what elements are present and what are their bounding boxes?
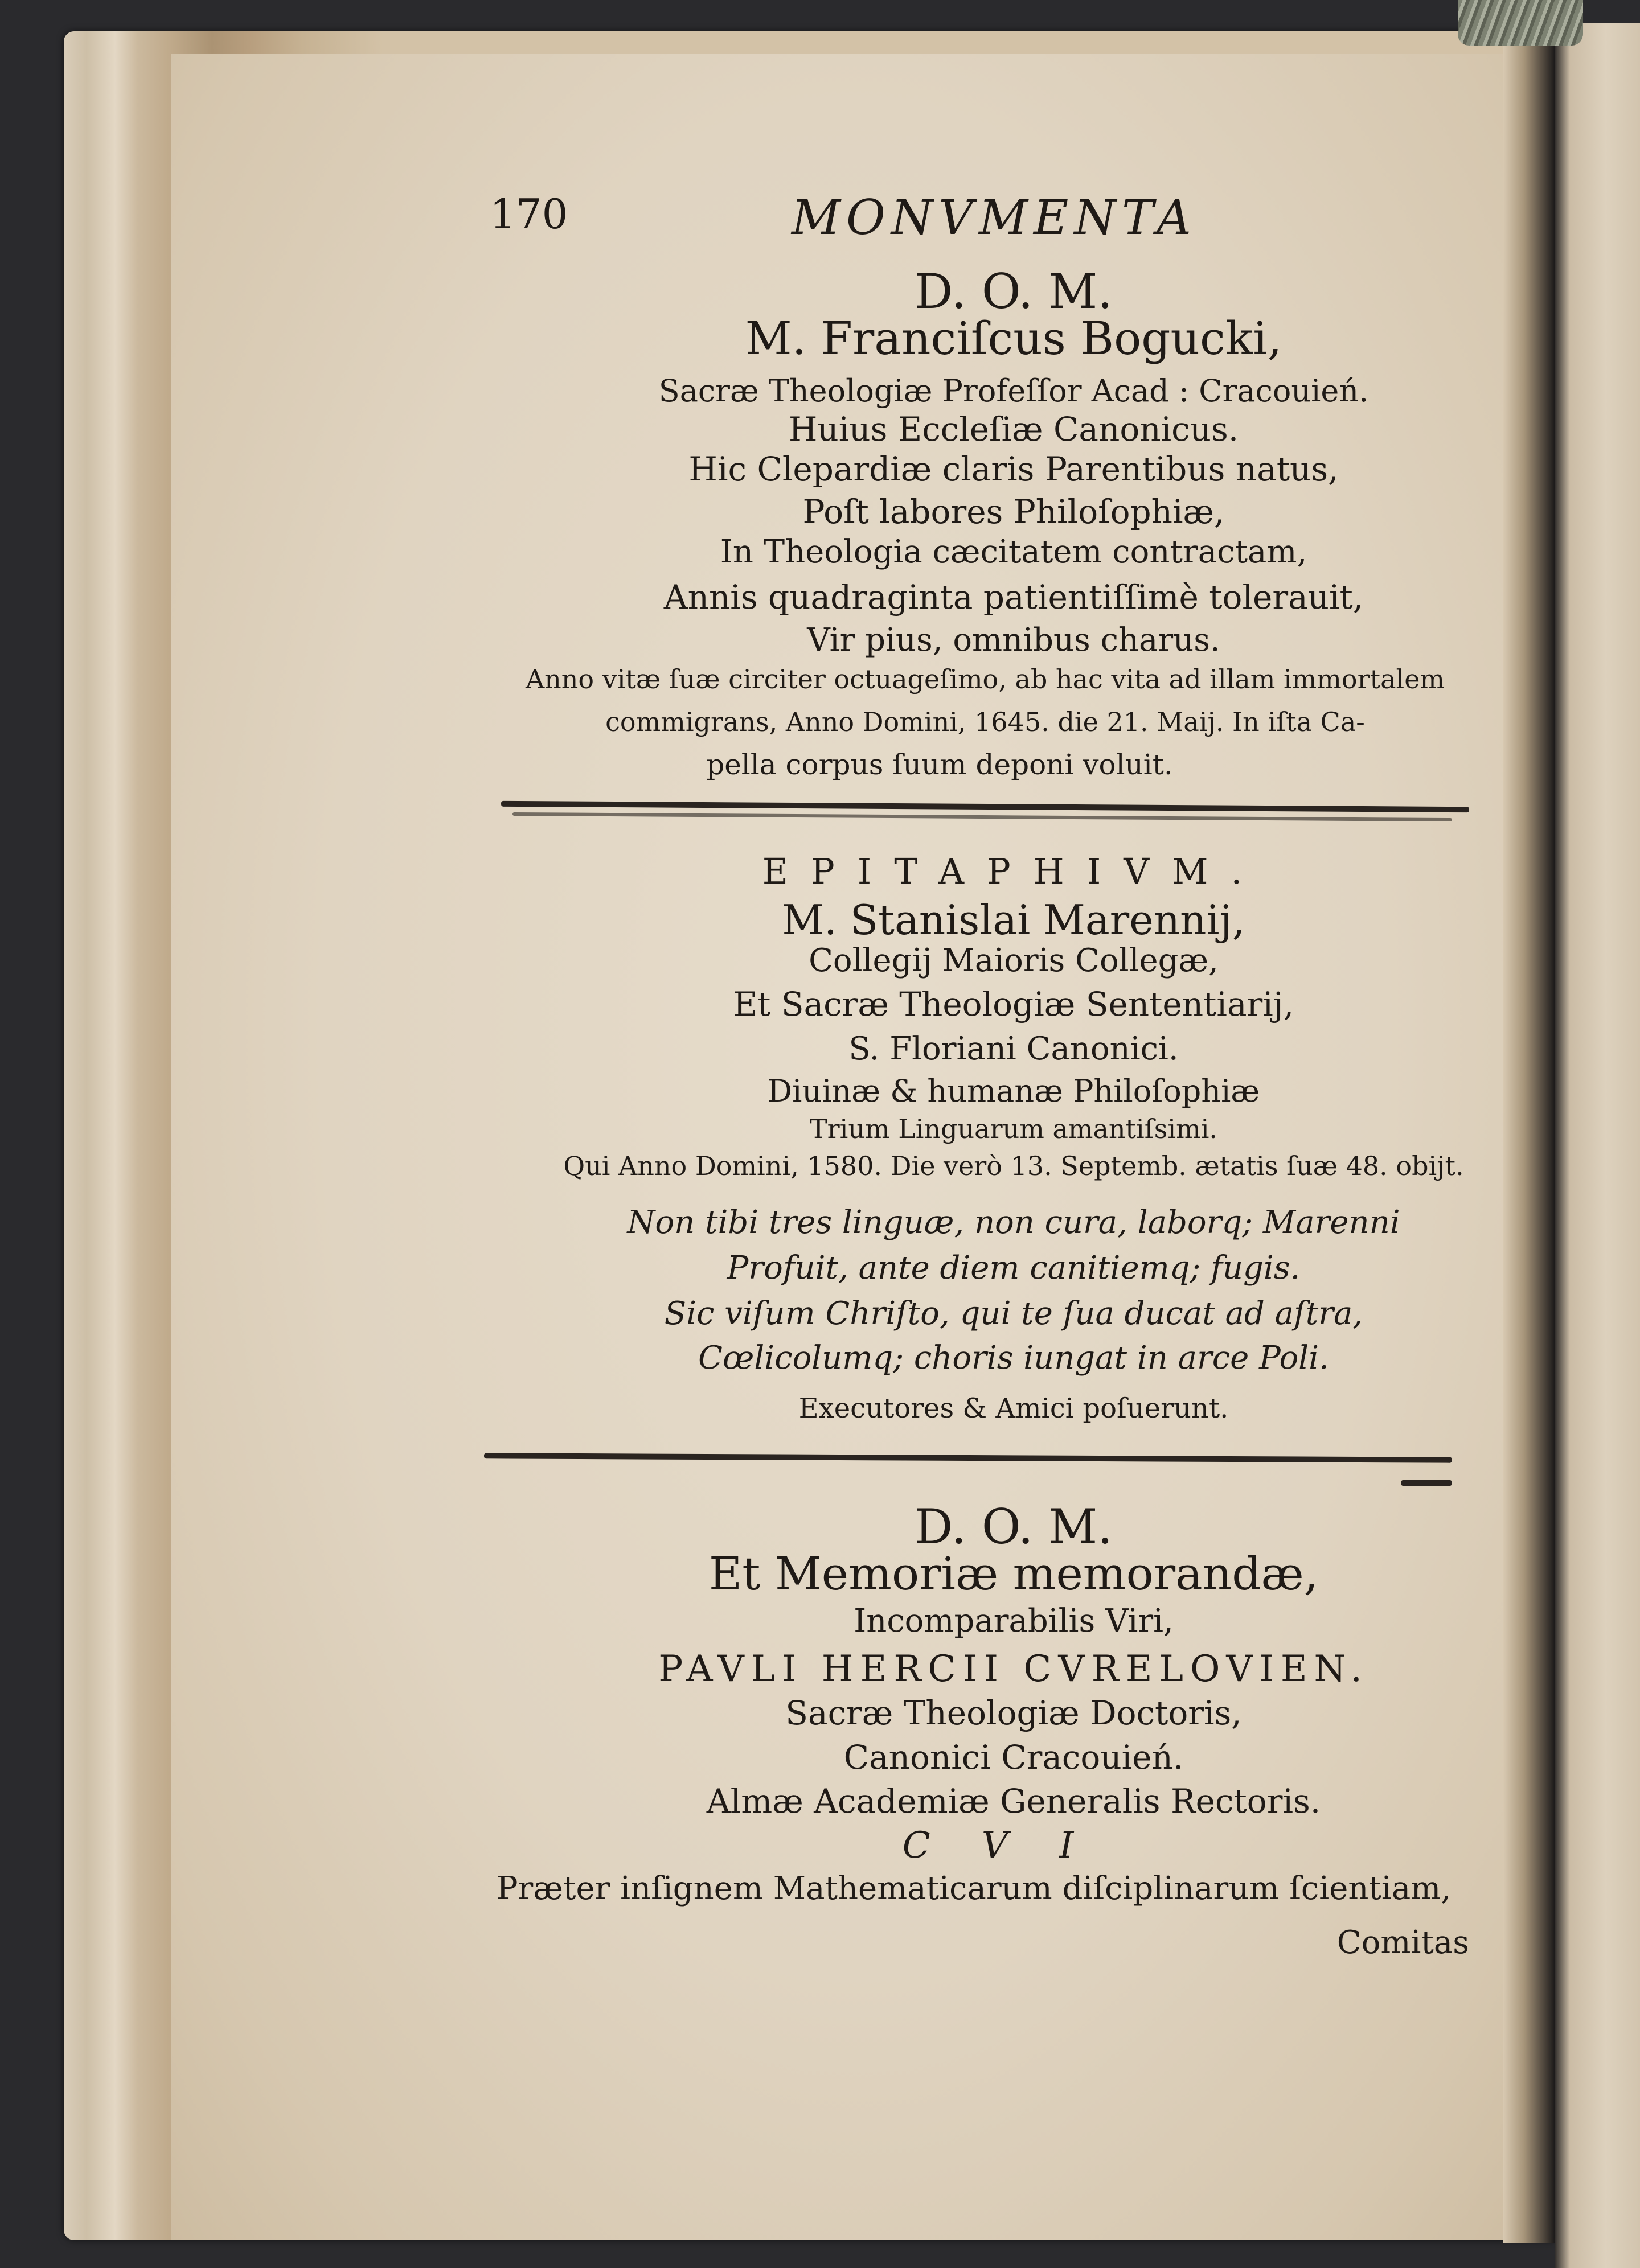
epitaph1-line: commigrans, Anno Domini, 1645. die 21. Maij. In iſta Ca- (605, 706, 1365, 737)
epitaph2-line: Collegij Maioris Collegæ, (809, 942, 1219, 979)
epitaph1-line: pella corpus ſuum deponi voluit. (706, 748, 1173, 781)
epitaph2-name: M. Stanislai Marennij, (782, 896, 1245, 944)
epitaph3-heading: Et Memoriæ memorandæ, (708, 1547, 1319, 1600)
section-rule (512, 812, 1452, 821)
epitaph2-line: Diuinæ & humanæ Philoſophiæ (767, 1073, 1260, 1109)
epitaph1-name: M. Franciſcus Bogucki, (745, 312, 1282, 365)
section-rule (484, 1453, 1452, 1462)
epitaph2-verse: Profuit, ante diem canitiemq; fugis. (727, 1250, 1301, 1287)
epitaph2-line: S. Floriani Canonici. (848, 1030, 1179, 1067)
epitaph3-line: Almæ Academiæ Generalis Rectoris. (706, 1782, 1321, 1821)
epitaph2-verse: Non tibi tres linguæ, non cura, laborq; Marenni (627, 1204, 1400, 1241)
epitaph3-line: Incomparabilis Viri, (854, 1603, 1174, 1640)
epitaph1-dom: D. O. M. (915, 264, 1113, 319)
running-title: MONVMENTA (792, 190, 1197, 245)
epitaph2-line: Et Sacræ Theologiæ Sententiarij, (733, 985, 1294, 1024)
section-rule (501, 801, 1469, 812)
epitaph1-line: Hic Clepardiæ claris Parentibus natus, (688, 450, 1339, 488)
epitaph2-verse: Cœlicolumq; choris iungat in arce Poli. (698, 1340, 1329, 1377)
epitaph2-footer: Executores & Amici poſuerunt. (798, 1392, 1229, 1424)
epitaph2-heading: EPITAPHIVM. (762, 850, 1265, 892)
epitaph3-name: PAVLI HERCII CVRELOVIEN. (658, 1648, 1369, 1690)
epitaph1-line: Huius Eccleſiæ Canonicus. (788, 410, 1239, 449)
page-number: 170 (490, 190, 568, 238)
epitaph1-line: Sacræ Theologiæ Profeſſor Acad : Cracouień. (658, 373, 1369, 409)
epitaph3-line: Præter inſignem Mathematicarum diſciplinarum ſcientiam, (496, 1870, 1452, 1907)
epitaph3-line: Canonici Cracouień. (843, 1738, 1184, 1777)
epitaph1-line: Poſt labores Philoſophiæ, (802, 492, 1225, 531)
epitaph2-verse: Sic viſum Chriſto, qui te ſua ducat ad aſtra, (664, 1295, 1363, 1332)
epitaph2-line: Qui Anno Domini, 1580. Die verò 13. Septemb. ætatis ſuæ 48. obijt. (563, 1151, 1464, 1181)
epitaph3-dom: D. O. M. (915, 1499, 1113, 1555)
epitaph1-line: Anno vitæ ſuæ circiter octuageſimo, ab hac vita ad illam immortalem (525, 664, 1445, 695)
epitaph1-line: Vir pius, omnibus charus. (807, 622, 1220, 659)
catchword: Comitas (1336, 1924, 1469, 1961)
epitaph3-line: Sacræ Theologiæ Doctoris, (785, 1694, 1242, 1732)
epitaph2-line: Trium Linguarum amantiſsimi. (809, 1114, 1218, 1144)
epitaph3-cvi: CVI (902, 1825, 1125, 1867)
section-rule (1401, 1480, 1452, 1486)
epitaph1-line: In Theologia cæcitatem contractam, (720, 533, 1307, 570)
epitaph1-line: Annis quadraginta patientiſſimè tolerauit, (663, 578, 1364, 617)
bleed-through-marks (1036, 934, 1207, 968)
